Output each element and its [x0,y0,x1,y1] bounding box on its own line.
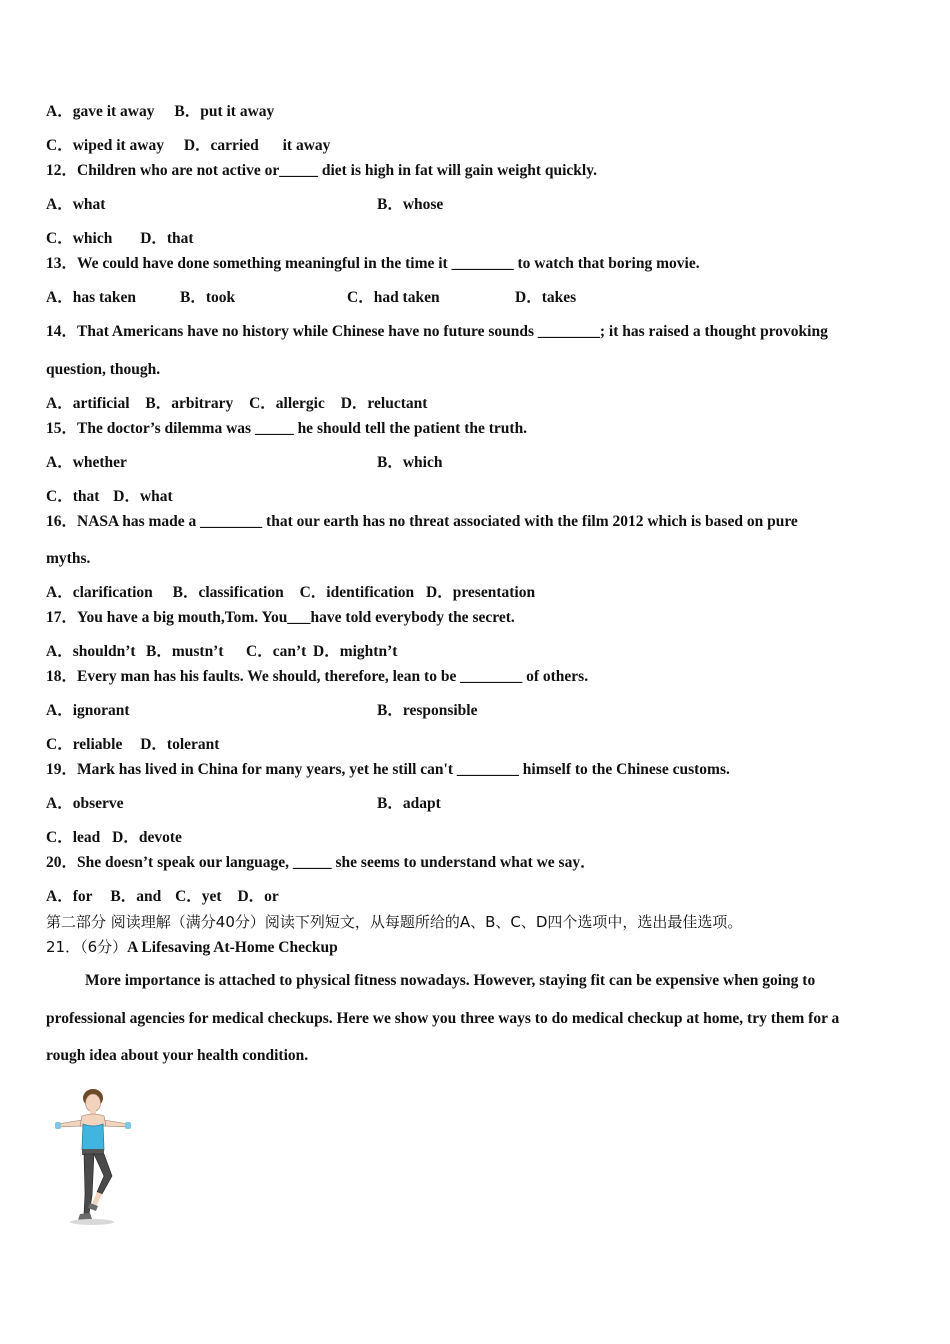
q20-stem: 20．She doesn’t speak our language, _____ she seems to understand what we say． [46,854,596,871]
q18-options-row1 [46,701,478,721]
q21-title: A Lifesaving At-Home Checkup [127,939,338,956]
q16-option-c: C．identification [299,584,415,601]
q13-options [46,288,576,308]
q11-option-d-cont: it away [282,137,331,154]
q18-option-b: B．responsible [377,702,478,719]
q13-stem: 13．We could have done something meaningful in the time it ________ to watch that boring movie. [46,255,700,272]
q13-option-b: B．took [180,289,236,306]
q17-option-c: C．can’t [246,643,307,660]
q18-stem: 18．Every man has his faults. We should, therefore, lean to be ________ of others. [46,668,589,685]
q11-options-row1 [46,102,274,122]
q14-stem-line1: 14．That Americans have no history while Chinese have no future sounds ________; it has raised a thought provoking [46,323,828,340]
q11-option-d: D．carried [183,137,259,154]
q19-option-b: B．adapt [377,795,441,812]
q14-option-c: C．allergic [249,395,325,412]
q18-option-a: A．ignorant [46,702,130,719]
exercise-figure-icon [52,1086,134,1226]
q21-paragraph-line2: professional agencies for medical checkups. Here we show you three ways to do medical checkup at home, try them for a [46,1010,840,1027]
q21-title-prefix: 21．（6分） [46,938,128,956]
q11-option-a: A．gave it away [46,103,155,120]
q15-option-b: B．which [377,454,443,471]
q19-option-d: D．devote [112,829,182,846]
q21-paragraph-line1: More importance is attached to physical fitness nowadays. However, staying fit can be expensive when going to [85,972,816,989]
q15-option-a: A．whether [46,454,127,471]
q14-option-b: B．arbitrary [145,395,234,412]
q19-option-c: C．lead [46,829,101,846]
section2-heading: 第二部分 阅读理解（满分40分）阅读下列短文，从每题所给的A、B、C、D四个选项中，选出最佳选项。 [46,913,743,931]
q19-options-row2 [46,828,182,848]
q16-options [46,583,535,603]
q12-options-row2 [46,229,194,249]
q15-options-row1 [46,453,442,473]
q15-options-row2 [46,487,173,507]
q12-option-b: B．whose [377,196,444,213]
exercise-figure-image [52,1086,134,1226]
q15-stem: 15．The doctor’s dilemma was _____ he should tell the patient the truth. [46,420,528,437]
q17-option-b: B．mustn’t [146,643,224,660]
q18-option-d: D．tolerant [140,736,220,753]
q15-option-d: D．what [113,488,173,505]
q12-stem: 12．Children who are not active or_____ diet is high in fat will gain weight quickly. [46,162,598,179]
q21-title-row [46,937,338,958]
q17-options [46,642,397,662]
q12-option-c: C．which [46,230,113,247]
q20-option-c: C．yet [175,888,222,905]
q17-stem: 17．You have a big mouth,Tom. You___have told everybody the secret. [46,609,515,626]
q16-stem-line2: myths. [46,550,91,567]
q12-option-d: D．that [140,230,194,247]
q14-option-d: D．reluctant [340,395,428,412]
q16-option-d: D．presentation [426,584,536,601]
q13-option-c: C．had taken [347,289,440,306]
q11-options-row2 [46,136,330,156]
q18-option-c: C．reliable [46,736,123,753]
q11-option-b: B．put it away [174,103,275,120]
q21-paragraph-line3: rough idea about your health condition. [46,1047,309,1064]
q20-option-b: B．and [110,888,162,905]
q13-option-d: D．takes [515,289,577,306]
q16-option-a: A．clarification [46,584,153,601]
q12-option-a: A．what [46,196,106,213]
q12-options-row1 [46,195,443,215]
q18-options-row2 [46,735,219,755]
q20-option-a: A．for [46,888,93,905]
q14-stem-line2: question, though. [46,361,161,378]
q15-option-c: C．that [46,488,100,505]
q17-option-a: A．shouldn’t [46,643,136,660]
q13-option-a: A．has taken [46,289,137,306]
q14-options [46,394,427,414]
q20-option-d: D．or [237,888,279,905]
q20-options [46,887,279,907]
q16-stem-line1: 16．NASA has made a ________ that our earth has no threat associated with the film 2012 which is based on pure [46,513,798,530]
q19-stem: 19．Mark has lived in China for many years, yet he still can't ________ himself to the Chinese customs. [46,761,730,778]
q19-option-a: A．observe [46,795,124,812]
q14-option-a: A．artificial [46,395,130,412]
q17-option-d: D．mightn’t [313,643,398,660]
q11-option-c: C．wiped it away [46,137,164,154]
q16-option-b: B．classification [172,584,284,601]
q19-options-row1 [46,794,441,814]
